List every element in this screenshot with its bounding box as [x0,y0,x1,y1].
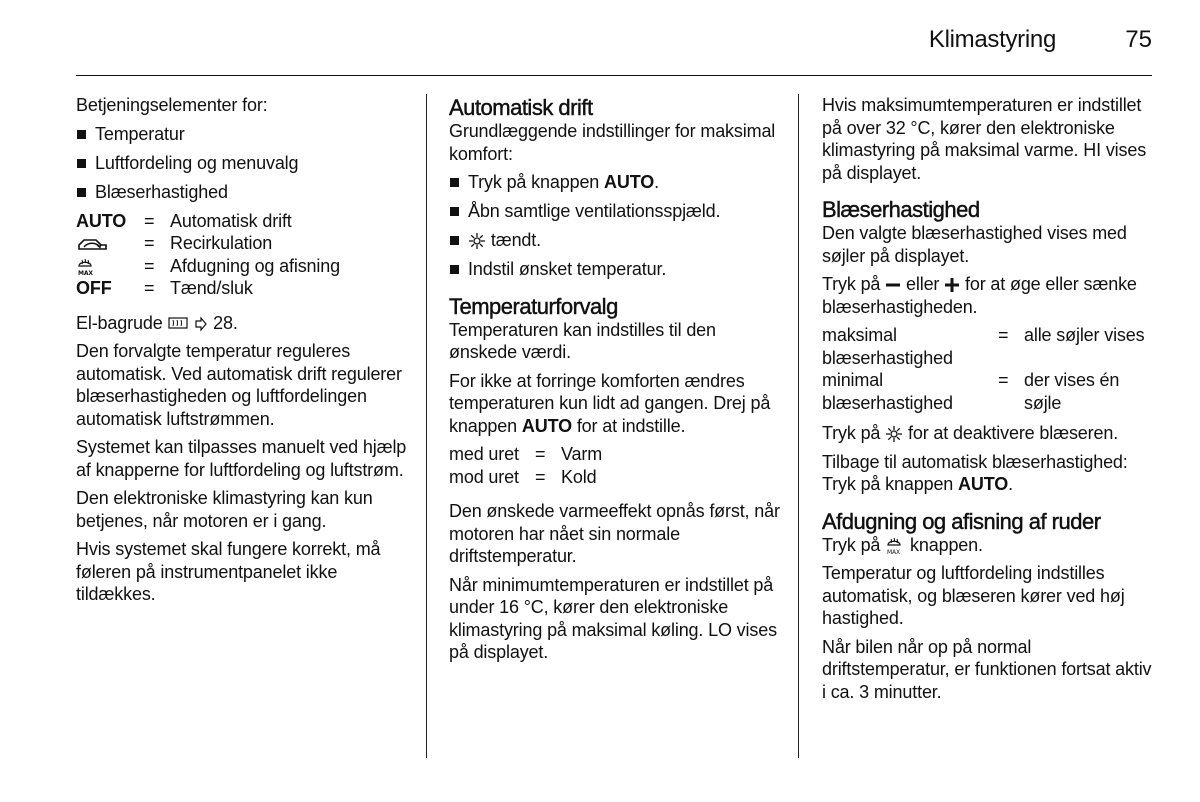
list-item: Indstil ønsket temperatur. [449,258,781,281]
section-fan-speed [822,198,1152,496]
controls-list [76,123,408,204]
paragraph: Den elektroniske klimastyring kan kun betjenes, når motoren er i gang. [76,488,373,531]
table-cell: = [998,370,1009,390]
table-row: med uret = Varm [449,444,603,464]
svg-text:MAX: MAX [78,269,93,277]
rear-defrost-icon [167,316,189,332]
paragraph: Den ønskede varmeeffekt opnås først, når motoren har nået sin normale driftstemperatur. [449,501,780,566]
paragraph: Grundlæggende indstillinger for maksimal komfort: [449,121,776,164]
paragraph: Når minimumtemperaturen er indstillet på under 16 °C, kører den elektroniske klimastyring på maksimal køling. LO vises på displayet. [449,574,777,662]
list-item: Åbn samtlige ventilationsspjæld. [449,200,781,223]
defrost-max-icon [885,536,905,556]
legend-desc: Afdugning og afisning [170,255,340,276]
button-legend [76,210,408,300]
page-number: 75 [1125,26,1152,53]
list-item: Blæserhastighed [76,181,408,204]
paragraph: Systemet kan tilpasses manuelt ved hjælp af knapperne for luftfordeling og luftstrøm. [76,437,407,480]
paragraph: Hvis maksimumtemperaturen er indstillet på over 32 °C, kører den elektroniske klimastyring på maksimal varme. HI vises på displayet. [822,95,1147,183]
legend-desc: Tænd/sluk [170,278,253,298]
legend-desc: Recirkulation [170,233,273,253]
paragraph: Temperatur og luftfordeling indstilles automatisk, og blæseren kører ved høj hastighed. [822,563,1125,628]
legend-row [76,277,408,300]
column-left [76,94,408,612]
rear-window-reference: El-bagrude 28. [76,312,238,333]
paragraph: Tryk på for at deaktivere blæseren. [822,423,1119,443]
section-defrost [822,510,1152,704]
paragraph: Tilbage til automatisk blæserhastighed: Tryk på knappen AUTO. [822,451,1128,494]
list-item: Tryk på knappen AUTO. [449,171,781,194]
section-title: Klimastyring [928,26,1056,53]
heading-fan-speed: Blæserhastighed [822,197,980,222]
svg-text:MAX: MAX [887,548,901,556]
legend-row [76,210,408,233]
auto-button-label: AUTO [604,172,655,192]
paragraph: Den forvalgte temperatur reguleres automatisk. Ved automatisk drift regulerer blæserhastigheden og luftfordelingen automatisk luftstrømmen. [76,341,402,429]
auto-key: AUTO [76,210,127,231]
equals-sign: = [144,233,155,253]
equals-sign: = [144,255,155,276]
list-item: Luftfordeling og menuvalg [76,152,408,175]
column-middle [449,96,781,670]
paragraph: For ikke at forringe komforten ændres temperaturen kun lidt ad gangen. Drej på knappen AUTO for at indstille. [449,370,771,436]
equals-sign: = [144,278,155,298]
table-cell: maksimal blæserhastighed [822,325,953,368]
off-key: OFF [76,278,112,298]
rotation-table [449,443,781,488]
auto-button-label: AUTO [521,415,572,436]
table-row: mod uret = Kold [449,466,597,487]
auto-steps-list [449,171,781,281]
column-right [822,94,1152,709]
paragraph: Når bilen når op på normal driftstemperatur, er funktionen fortsat aktiv i ca. 3 minutter. [822,636,1152,702]
heading-automatic-operation: Automatisk drift [449,95,593,120]
paragraph: Den valgte blæserhastighed vises med søjler på displayet. [822,223,1127,266]
recirculation-icon [76,235,110,253]
auto-button-label: AUTO [958,474,1009,494]
controls-intro: Betjeningselementer for: [76,95,268,115]
list-item: Temperatur [76,123,408,146]
plus-icon [944,277,960,293]
legend-row [76,232,408,255]
legend-desc: Automatisk drift [170,210,292,231]
section-temperature-preset [449,295,781,664]
list-item: tændt. [449,229,781,252]
paragraph: Hvis systemet skal fungere korrekt, må føleren på instrumentpanelet ikke tildækkes. [76,539,381,604]
table-cell: minimal blæserhastighed [822,370,953,413]
paragraph: Tryk på MAX knappen. [822,534,983,556]
header-divider [76,75,1152,76]
legend-row [76,255,408,278]
column-divider [798,94,799,758]
fan-icon [468,232,486,250]
heading-defrost: Afdugning og afisning af ruder [822,508,1101,534]
equals-sign: = [144,210,155,231]
column-divider [426,94,427,758]
defrost-max-icon [76,257,96,277]
fan-speed-table [822,324,1152,414]
minus-icon [885,277,901,293]
table-cell: alle søjler vises [1024,325,1145,345]
paragraph: Temperaturen kan indstilles til den ønskede værdi. [449,319,716,362]
table-cell: = [998,325,1009,345]
heading-temperature-preset: Temperaturforvalg [449,293,618,319]
fan-icon [885,425,903,443]
table-cell: der vises én søjle [1024,370,1120,413]
paragraph: Tryk på eller for at øge eller sænke blæserhastigheden. [822,274,1137,317]
page-reference-arrow-icon [194,316,208,332]
